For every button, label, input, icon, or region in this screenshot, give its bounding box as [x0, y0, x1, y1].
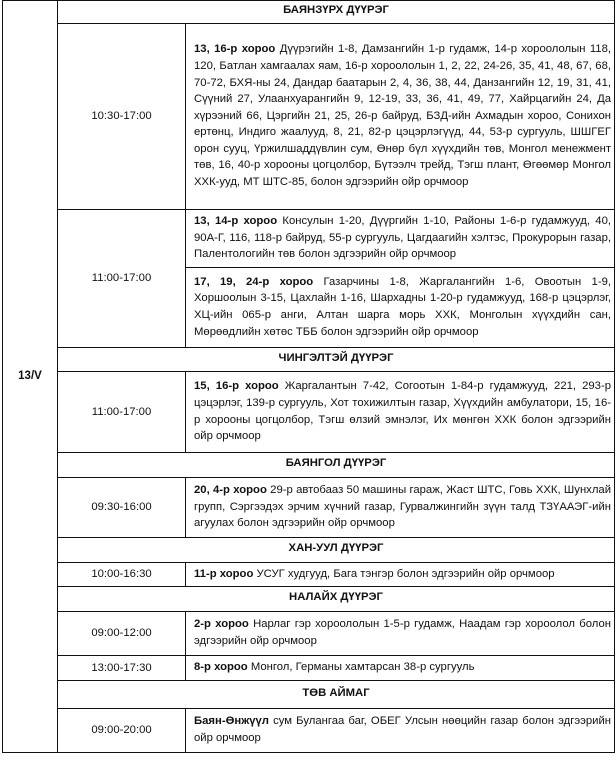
area-description — [186, 709, 615, 753]
date-cell: 13/V — [3, 1, 58, 753]
area-list: Консулын 1-20, Дүүргийн 1-10, Районы 1-6-р гудамжууд, 40, 90А-Г, 116, 118-р байруд, 55-р сургууль, Цагдаагийн хэлтэс, Прокурорын газар, Палентологийн төв болон эдгээрийн ойр орчмоор — [194, 215, 612, 261]
area-list: Газарчины 1-8, Жаргалангийн 1-6, Овоотын 1-9, Хоршоолын 3-15, Цахлайн 1-16, Шархадны 1-20-р гудамжууд, 168-р цэцэрлэг, ХЦ-ийн 065-р анги, Алтан шарга морь ХХК, Монголын хүүхдийн сан, Мөрөөдлийн хөтөс ТББ болон эдгээрийн ойр орчмоор — [194, 275, 612, 338]
area-list: 29-р автобааз 50 машины гараж, Жаст ШТС, Говь ХХК, Шунхлай групп, Сэргээдэх эрчим хүчний газар, Гурвалжингийн зүүн талд ТЗҮААЭГ-ийн агуулах болон эдгээрийн ойр орчмоор — [194, 484, 612, 530]
area-description — [186, 656, 615, 681]
area-list: Нарлаг гэр хороололын 1-5-р гудамж, Наадам гэр хороолол болон эдгээрийн ойр орчмоор — [194, 618, 611, 647]
district-header-khan-uul: ХАН-УУЛ ДҮҮРЭГ — [58, 538, 615, 563]
time-slot: 10:00-16:30 — [58, 563, 186, 587]
khoroo-label: 8-р хороо — [194, 661, 248, 674]
time-slot: 13:00-17:30 — [58, 656, 186, 681]
time-slot: 10:30-17:00 — [58, 24, 186, 210]
khoroo-label: 2-р хороо — [194, 618, 249, 631]
area-description — [186, 268, 615, 348]
area-list: УСУГ худгууд, Бага тэнгэр болон эдгээрийн ойр орчмоор — [253, 567, 555, 580]
district-header-tuv-aimag: ТӨВ АЙМАГ — [58, 681, 615, 709]
time-slot: 09:00-12:00 — [58, 612, 186, 656]
area-list: Жаргалантын 7-42, Согоотын 1-84-р гудамжууд, 221, 293-р цэцэрлэг, 139-р сургууль, Хот тохижилтын газар, Хүүхдийн амбулатори, 15, 16-р хорооны цогцолбор, Тэгш өлзий эмнэлэг, Их мөнгөн ХХК болон эдгээрийн ойр орчмоор — [194, 380, 612, 443]
khoroo-label: 20, 4-р хороо — [194, 484, 267, 497]
khoroo-label: 13, 14-р хороо — [194, 215, 278, 228]
area-description — [186, 372, 615, 453]
outage-schedule-table — [2, 0, 615, 753]
khoroo-label: 13, 16-р хороо — [194, 43, 276, 56]
area-description — [186, 24, 615, 210]
area-description — [186, 612, 615, 656]
area-description — [186, 563, 615, 587]
khoroo-label: Баян-Өнжүүл — [194, 715, 269, 728]
time-slot: 11:00-17:00 — [58, 210, 186, 348]
area-description — [186, 478, 615, 538]
district-header-bayanzurkh: БАЯНЗҮРХ ДҮҮРЭГ — [58, 1, 615, 24]
area-description — [186, 210, 615, 268]
area-list: Дүүрэгийн 1-8, Дамзангийн 1-р гудамж, 14-р хороололын 118, 120, Батлан хамгаалах яам, 16-р хороололын 1, 2, 22, 24-26, 35, 41, 48, 67, 68, 70-72, БХЯ-ны 24, Дандар баатарын 2, 4, 36, 38, 44, Данзангийн 12, 19, 31, 41, Сүүний 27, Улаанхуарангийн 9, 12-19, 33, 36, 41, 49, 77, Хайрцагийн 24, Да хүрээний 66, Цэргийн 21, 25, 26-р байруд, БЗД-ийн Ахмадын хороо, Сонихон ертөнц, Индиго жаалууд, 8, 21, 82-р цэцэрлэгүүд, 44, 53-р сургууль, ШШГЕГ орон сууц, Үржилшаддүвлин сум, Өнөр бүл хүүхдийн төв, Монгол менежмент төв, 16, 40-р хорооны цогцолбор, Бүтээлч трейд, Тэгш плант, Өгөөмөр Монгол ХХК-ууд, МТ ШТС-85, болон эдгээрийн ойр орчмоор — [194, 43, 612, 189]
district-header-nalaikh: НАЛАЙХ ДҮҮРЭГ — [58, 587, 615, 612]
district-header-bayangol: БАЯНГОЛ ДҮҮРЭГ — [58, 453, 615, 478]
district-header-chingeltei: ЧИНГЭЛТЭЙ ДҮҮРЭГ — [58, 348, 615, 372]
khoroo-label: 11-р хороо — [194, 567, 254, 580]
khoroo-label: 15, 16-р хороо — [194, 380, 279, 393]
khoroo-label: 17, 19, 24-р хороо — [194, 275, 314, 288]
time-slot: 11:00-17:00 — [58, 372, 186, 453]
area-list: Монгол, Германы хамтарсан 38-р сургууль — [247, 661, 475, 674]
time-slot: 09:30-16:00 — [58, 478, 186, 538]
time-slot: 09:00-20:00 — [58, 709, 186, 753]
area-list: сум Булангаа баг, ОБЕГ Улсын нөөцийн газар болон эдгээрийн ойр орчмоор — [194, 715, 612, 744]
